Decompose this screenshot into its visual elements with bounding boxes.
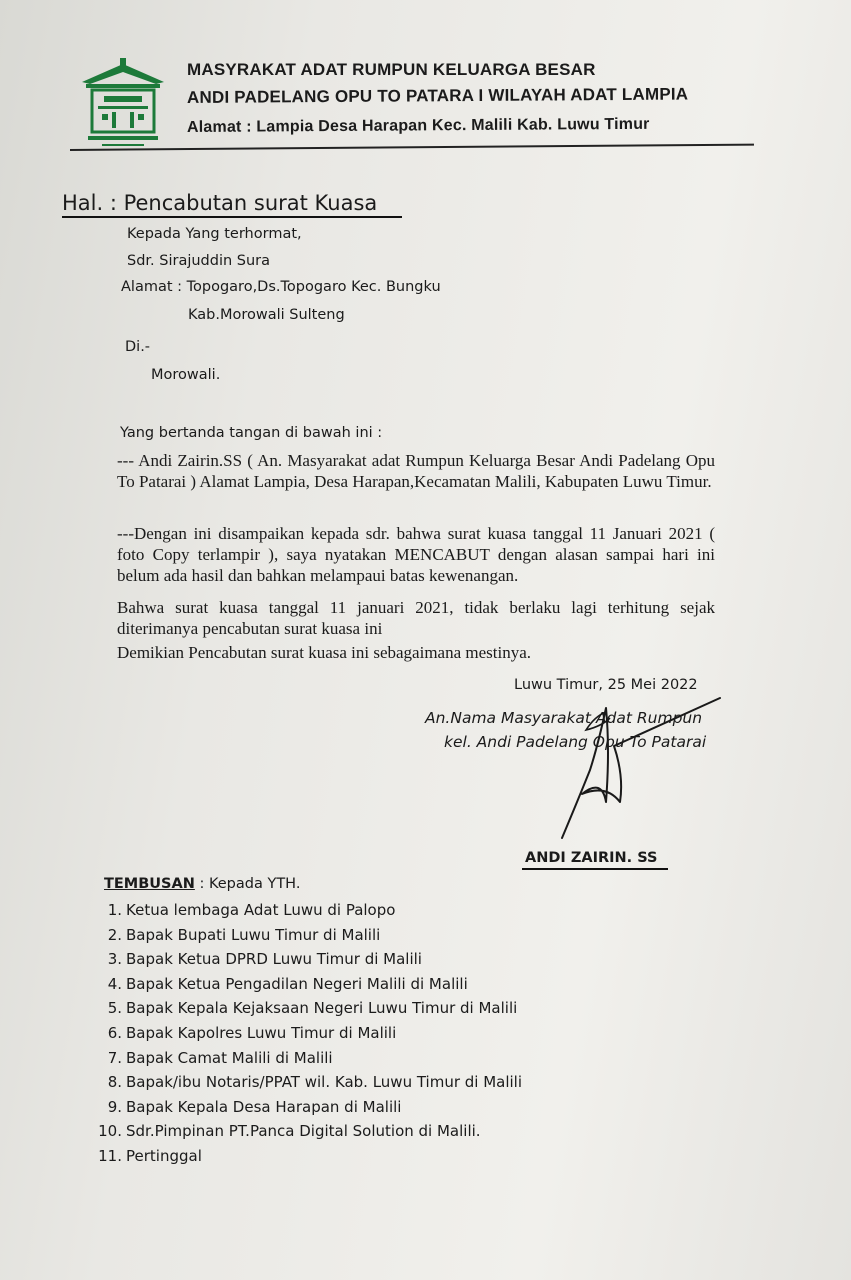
list-item-number: 4. [107,974,122,993]
list-item-number: 3. [107,950,122,969]
list-item-number: 1. [107,901,122,919]
list-item-text: Bapak Kapolres Luwu Timur di Malili [126,1023,397,1042]
list-item-text: Bapak Bupati Luwu Timur di Malili [126,925,381,944]
list-item-number: 10. [98,1122,122,1141]
signer-name: ANDI ZAIRIN. SS [525,850,658,866]
tembusan-heading [104,876,300,892]
list-item-number: 8. [107,1073,122,1092]
list-item [92,996,522,1021]
letterhead-line-1: MASYRAKAT ADAT RUMPUN KELUARGA BESAR [187,60,596,79]
list-item-text: Pertinggal [126,1146,202,1165]
body-paragraph-1: --- Andi Zairin.SS ( An. Masyarakat adat Rumpun Keluarga Besar Andi Padelang Opu To Patarai ) Alamat Lampia, Desa Harapan,Kecamatan Malili, Kabupaten Luwu Timur. [117,451,715,491]
list-item [92,1144,522,1169]
list-item-number: 5. [107,999,122,1018]
tembusan-suffix: : Kepada YTH. [194,876,301,892]
place-date: Luwu Timur, 25 Mei 2022 [514,677,698,693]
subject-line: Hal. : Pencabutan surat Kuasa [62,191,378,215]
signer-underline [522,868,668,870]
list-item-number: 7. [107,1048,122,1067]
body-paragraph-3-line-2: diterimanya pencabutan surat kuasa ini [117,619,383,638]
letterhead-line-2: ANDI PADELANG OPU TO PATARA I WILAYAH ADAT LAMPIA [186,84,689,107]
recipient-di: Di.- [125,339,151,355]
list-item-text: Sdr.Pimpinan PT.Panca Digital Solution di Malili. [126,1122,481,1141]
letterhead-address: Alamat : Lampia Desa Harapan Kec. Malili Kab. Luwu Timur [186,115,650,136]
recipient-greeting: Kepada Yang terhormat, [127,226,302,242]
list-item-text: Ketua lembaga Adat Luwu di Palopo [126,901,396,919]
list-item [92,1046,522,1071]
list-item-text: Bapak Kepala Desa Harapan di Malili [126,1097,402,1116]
recipient-address-2: Kab.Morowali Sulteng [188,307,345,323]
body-paragraph-3-line-1: Bahwa surat kuasa tanggal 11 januari 2021, tidak berlaku lagi terhitung sejak [117,598,715,617]
recipient-address-1: Alamat : Topogaro,Ds.Topogaro Kec. Bungku [121,279,441,295]
list-item-number: 6. [107,1023,122,1042]
list-item [92,972,522,997]
tembusan-list [92,898,522,1169]
list-item [92,1021,522,1046]
list-item-text: Bapak Ketua Pengadilan Negeri Malili di Malili [126,974,468,993]
on-behalf-line-2: kel. Andi Padelang Opu To Patarai [444,733,707,751]
list-item [92,1095,522,1120]
letterhead-divider [70,144,754,151]
body-intro: Yang bertanda tangan di bawah ini : [120,425,383,441]
tembusan-title: TEMBUSAN [104,876,195,892]
on-behalf-line-1: An.Nama Masyarakat Adat Rumpun [425,709,703,727]
list-item-text: Bapak Kepala Kejaksaan Negeri Luwu Timur di Malili [126,999,518,1018]
list-item [92,923,522,948]
list-item-number: 2. [107,925,122,944]
body-paragraph-2: ---Dengan ini disampaikan kepada sdr. bahwa surat kuasa tanggal 11 Januari 2021 ( foto Copy terlampir ), saya nyatakan MENCABUT dengan alasan sampai hari ini belum ada hasil dan bahkan melampaui batas kewenangan. [117,524,715,585]
list-item-text: Bapak Ketua DPRD Luwu Timur di Malili [126,950,422,969]
list-item-number: 11. [98,1146,122,1165]
list-item-text: Bapak/ibu Notaris/PPAT wil. Kab. Luwu Timur di Malili [126,1073,523,1092]
list-item [92,1119,522,1144]
subject-underline [62,216,402,218]
list-item [92,898,522,923]
recipient-city: Morowali. [151,367,221,383]
list-item [92,1070,522,1095]
list-item [92,947,522,972]
list-item-text: Bapak Camat Malili di Malili [126,1048,333,1067]
handwritten-signature [550,690,730,850]
list-item-number: 9. [107,1097,122,1116]
recipient-name: Sdr. Sirajuddin Sura [127,253,271,269]
body-closing-sentence: Demikian Pencabutan surat kuasa ini sebagaimana mestinya. [117,643,532,662]
traditional-house-emblem-icon [78,56,168,151]
